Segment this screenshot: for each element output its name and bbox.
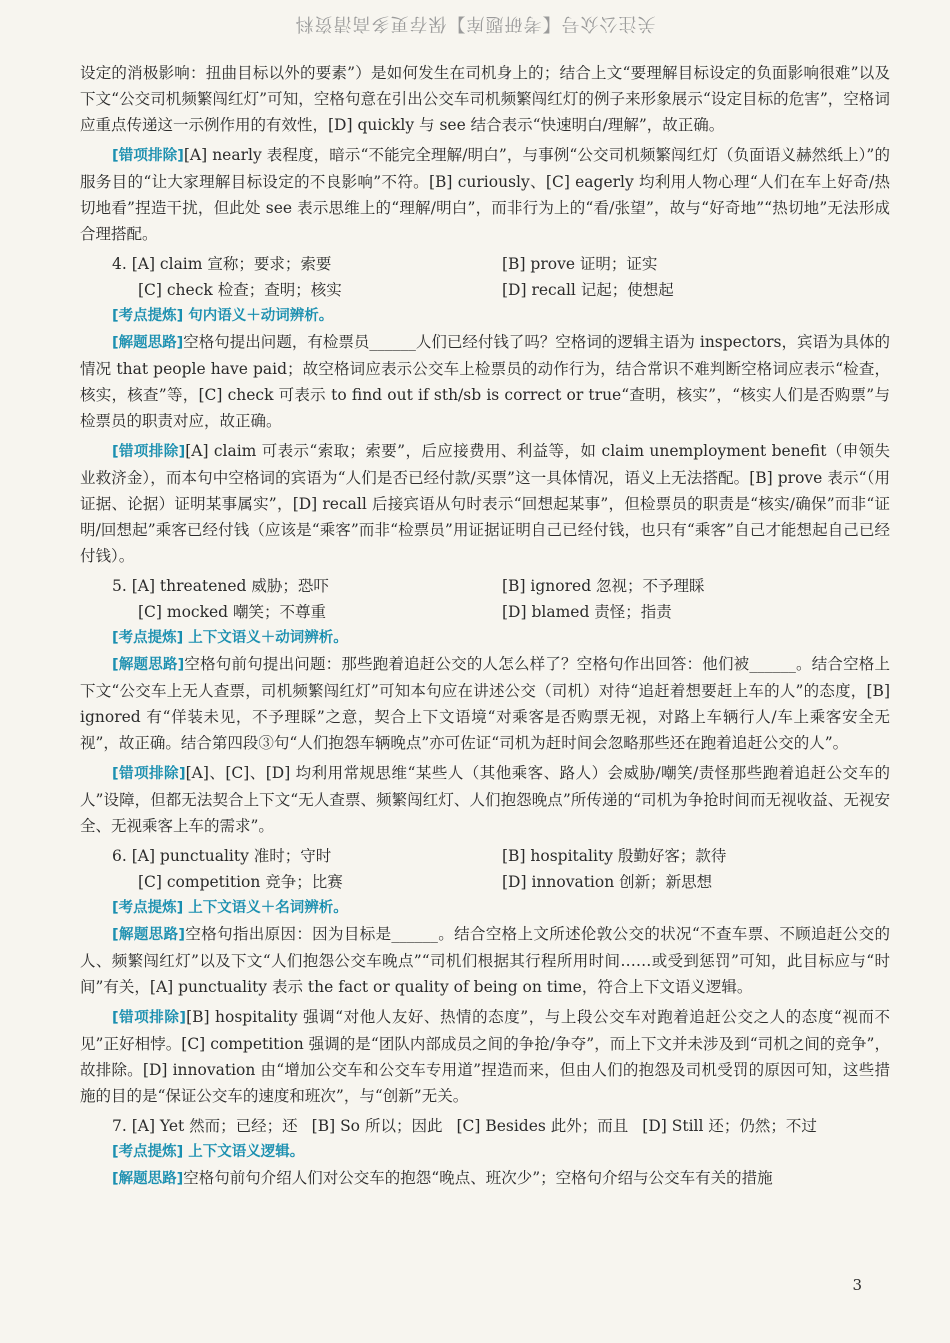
key-point-heading: [考点提炼] 句内语义＋动词辨析。 [112, 308, 334, 324]
paragraph [80, 438, 890, 569]
paragraph [80, 760, 890, 839]
option-item: 5. [A] threatened 威胁；恐吓 [112, 577, 329, 595]
section-tag: [解题思路] [112, 657, 185, 673]
paragraph-text: 空格句前句介绍人们对公交车的抱怨“晚点、班次少”；空格句介绍与公交车有关的措施 [183, 1169, 773, 1187]
option-item: [D] Still 还；仍然；不过 [642, 1117, 817, 1135]
option-item: 7. [A] Yet 然而；已经；还 [112, 1117, 298, 1135]
answer-options [80, 573, 890, 625]
key-point-heading: [考点提炼] 上下文语义逻辑。 [112, 1144, 305, 1160]
paragraph-text: 空格句前句提出问题：那些跑着追赶公交的人怎么样了？空格句作出回答：他们被______。结合空格上下文“公交车上无人查票，司机频繁闯红灯”可知本句应在讲述公交（司机）对待“追赶着想要赶上车的人”的态度，[B] ignored 有“佯装未见，不予理睬”之意，契合上下文语境“对乘客是否购票无视，对路上车辆行人/车上乘客安全无视”，故正确。结合第四段③句“人们抱怨车辆晚点”亦可佐证“司机为赶时间会忽略那些还在跑着追赶公交的人”。 [80, 655, 890, 752]
paragraph [80, 142, 890, 247]
paragraph-text: [A] claim 可表示“索取；索要”，后应接费用、利益等，如 claim unemployment benefit（申领失业救济金），而本句中空格词的宾语为“人们是否已经付款/买票”这一具体情况，语义上无法搭配。[B] prove 表示“（用证据、论据）证明某事属实”，[D] recall 后接宾语从句时表示“回想起某事”，但检票员的职责是“核实/确保”而非“证明/回想起”乘客已经付钱（应该是“乘客”而非“检票员”用证据证明自己已经付钱，也只有“乘客”自己才能想起自己已经付钱）。 [80, 442, 890, 565]
section-tag: [错项排除] [112, 148, 184, 164]
section-tag: [错项排除] [112, 444, 186, 460]
option-item: [B] hospitality 殷勤好客；款待 [502, 847, 727, 865]
page-number: 3 [852, 1276, 862, 1294]
paragraph [80, 329, 890, 434]
option-item: 6. [A] punctuality 准时；守时 [112, 847, 332, 865]
option-item: [B] ignored 忽视；不予理睬 [502, 577, 705, 595]
option-item: [D] recall 记起；使想起 [502, 281, 674, 299]
section-tag: [解题思路] [112, 1171, 184, 1187]
option-item: 4. [A] claim 宣称；要求；索要 [112, 255, 332, 273]
paragraph [80, 651, 890, 756]
option-item: [D] blamed 责怪；指责 [502, 603, 672, 621]
key-point-heading: [考点提炼] 上下文语义＋动词辨析。 [112, 630, 348, 646]
option-item: [C] mocked 嘲笑；不尊重 [138, 603, 327, 621]
paragraph-text: 设定的消极影响：扭曲目标以外的要素”）是如何发生在司机身上的；结合上文“要理解目标设定的负面影响很难”以及下文“公交司机频繁闯红灯”可知，空格句意在引出公交车司机频繁闯红灯的例子来形象展示“设定目标的危害”，空格词应重点传递这一示例作用的有效性，[D] quickly 与 see 结合表示“快速明白/理解”，故正确。 [80, 64, 890, 134]
paragraph-text: [B] hospitality 强调“对他人友好、热情的态度”，与上段公交车对跑着追赶公交之人的态度“视而不见”正好相悖。[C] competition 强调的是“团队内部成员之间的争抢/争夺”，而上下文并未涉及到“司机之间的竞争”，故排除。[D] innovation 由“增加公交车和公交车专用道”捏造而来，但由人们的抱怨及司机受罚的原因可知，这些措施的目的是“保证公交车的速度和班次”，与“创新”无关。 [80, 1008, 890, 1105]
paragraph-text: 空格句指出原因：因为目标是______。结合空格上文所述伦敦公交的状况“不查车票、不顾追赶公交的人、频繁闯红灯”以及下文“人们抱怨公交车晚点”“司机们根据其行程所用时间……或受到惩罚”可知，此目标应与“时间”有关，[A] punctuality 表示 the fact or quality of being on time，符合上下文语义逻辑。 [80, 925, 890, 996]
section-tag: [错项排除] [112, 1010, 187, 1026]
paragraph [80, 921, 890, 1000]
option-item: [D] innovation 创新；新思想 [502, 873, 713, 891]
answer-options [80, 843, 890, 895]
paragraph-text: [A]、[C]、[D] 均利用常规思维“某些人（其他乘客、路人）会威胁/嘲笑/责怪那些跑着追赶公交车的人”设障，但都无法契合上下文“无人查票、频繁闯红灯、人们抱怨晚点”所传递的“司机为争抢时间而无视收益、无视安全、无视乘客上车的需求”。 [80, 764, 890, 835]
paragraph [80, 1004, 890, 1109]
section-tag: [解题思路] [112, 335, 184, 351]
paragraph [80, 60, 890, 138]
option-item: [B] So 所以；因此 [311, 1117, 443, 1135]
paragraph-text: [A] nearly 表程度，暗示“不能完全理解/明白”，与事例“公交司机频繁闯红灯（负面语义赫然纸上）”的服务目的“让大家理解目标设定的不良影响”不符。[B] curiously、[C] eagerly 均利用人物心理“人们在车上好奇/热切地看”捏造干扰，但此处 see 表示思维上的“理解/明白”，而非行为上的“看/张望”，故与“好奇地”“热切地”无法形成合理搭配。 [80, 146, 890, 243]
paragraph-text: 空格句提出问题，有检票员______人们已经付钱了吗？空格词的逻辑主语为 inspectors，宾语为具体的情况 that people have paid；故空格词应表示公交车上检票员的动作行为，结合常识不难判断空格词应表示“检查，核实，核查”等，[C] check 可表示 to find out if sth/sb is correct or true“查明，核实”，“核实人们是否购票”与检票员的职责对应，故正确。 [80, 333, 890, 430]
paragraph [80, 1165, 890, 1192]
watermark: 关注公众号【考研题库】保存更多高清资料 [294, 13, 656, 34]
key-point-heading: [考点提炼] 上下文语义＋名词辨析。 [112, 900, 348, 916]
option-item: [C] check 检查；查明；核实 [138, 281, 342, 299]
document-body [80, 60, 890, 1196]
option-item: [B] prove 证明；证实 [502, 255, 658, 273]
section-tag: [错项排除] [112, 766, 186, 782]
section-tag: [解题思路] [112, 927, 186, 943]
answer-options [80, 251, 890, 303]
option-item: [C] competition 竞争；比赛 [138, 873, 343, 891]
answer-options [80, 1113, 890, 1139]
option-item: [C] Besides 此外；而且 [456, 1117, 629, 1135]
